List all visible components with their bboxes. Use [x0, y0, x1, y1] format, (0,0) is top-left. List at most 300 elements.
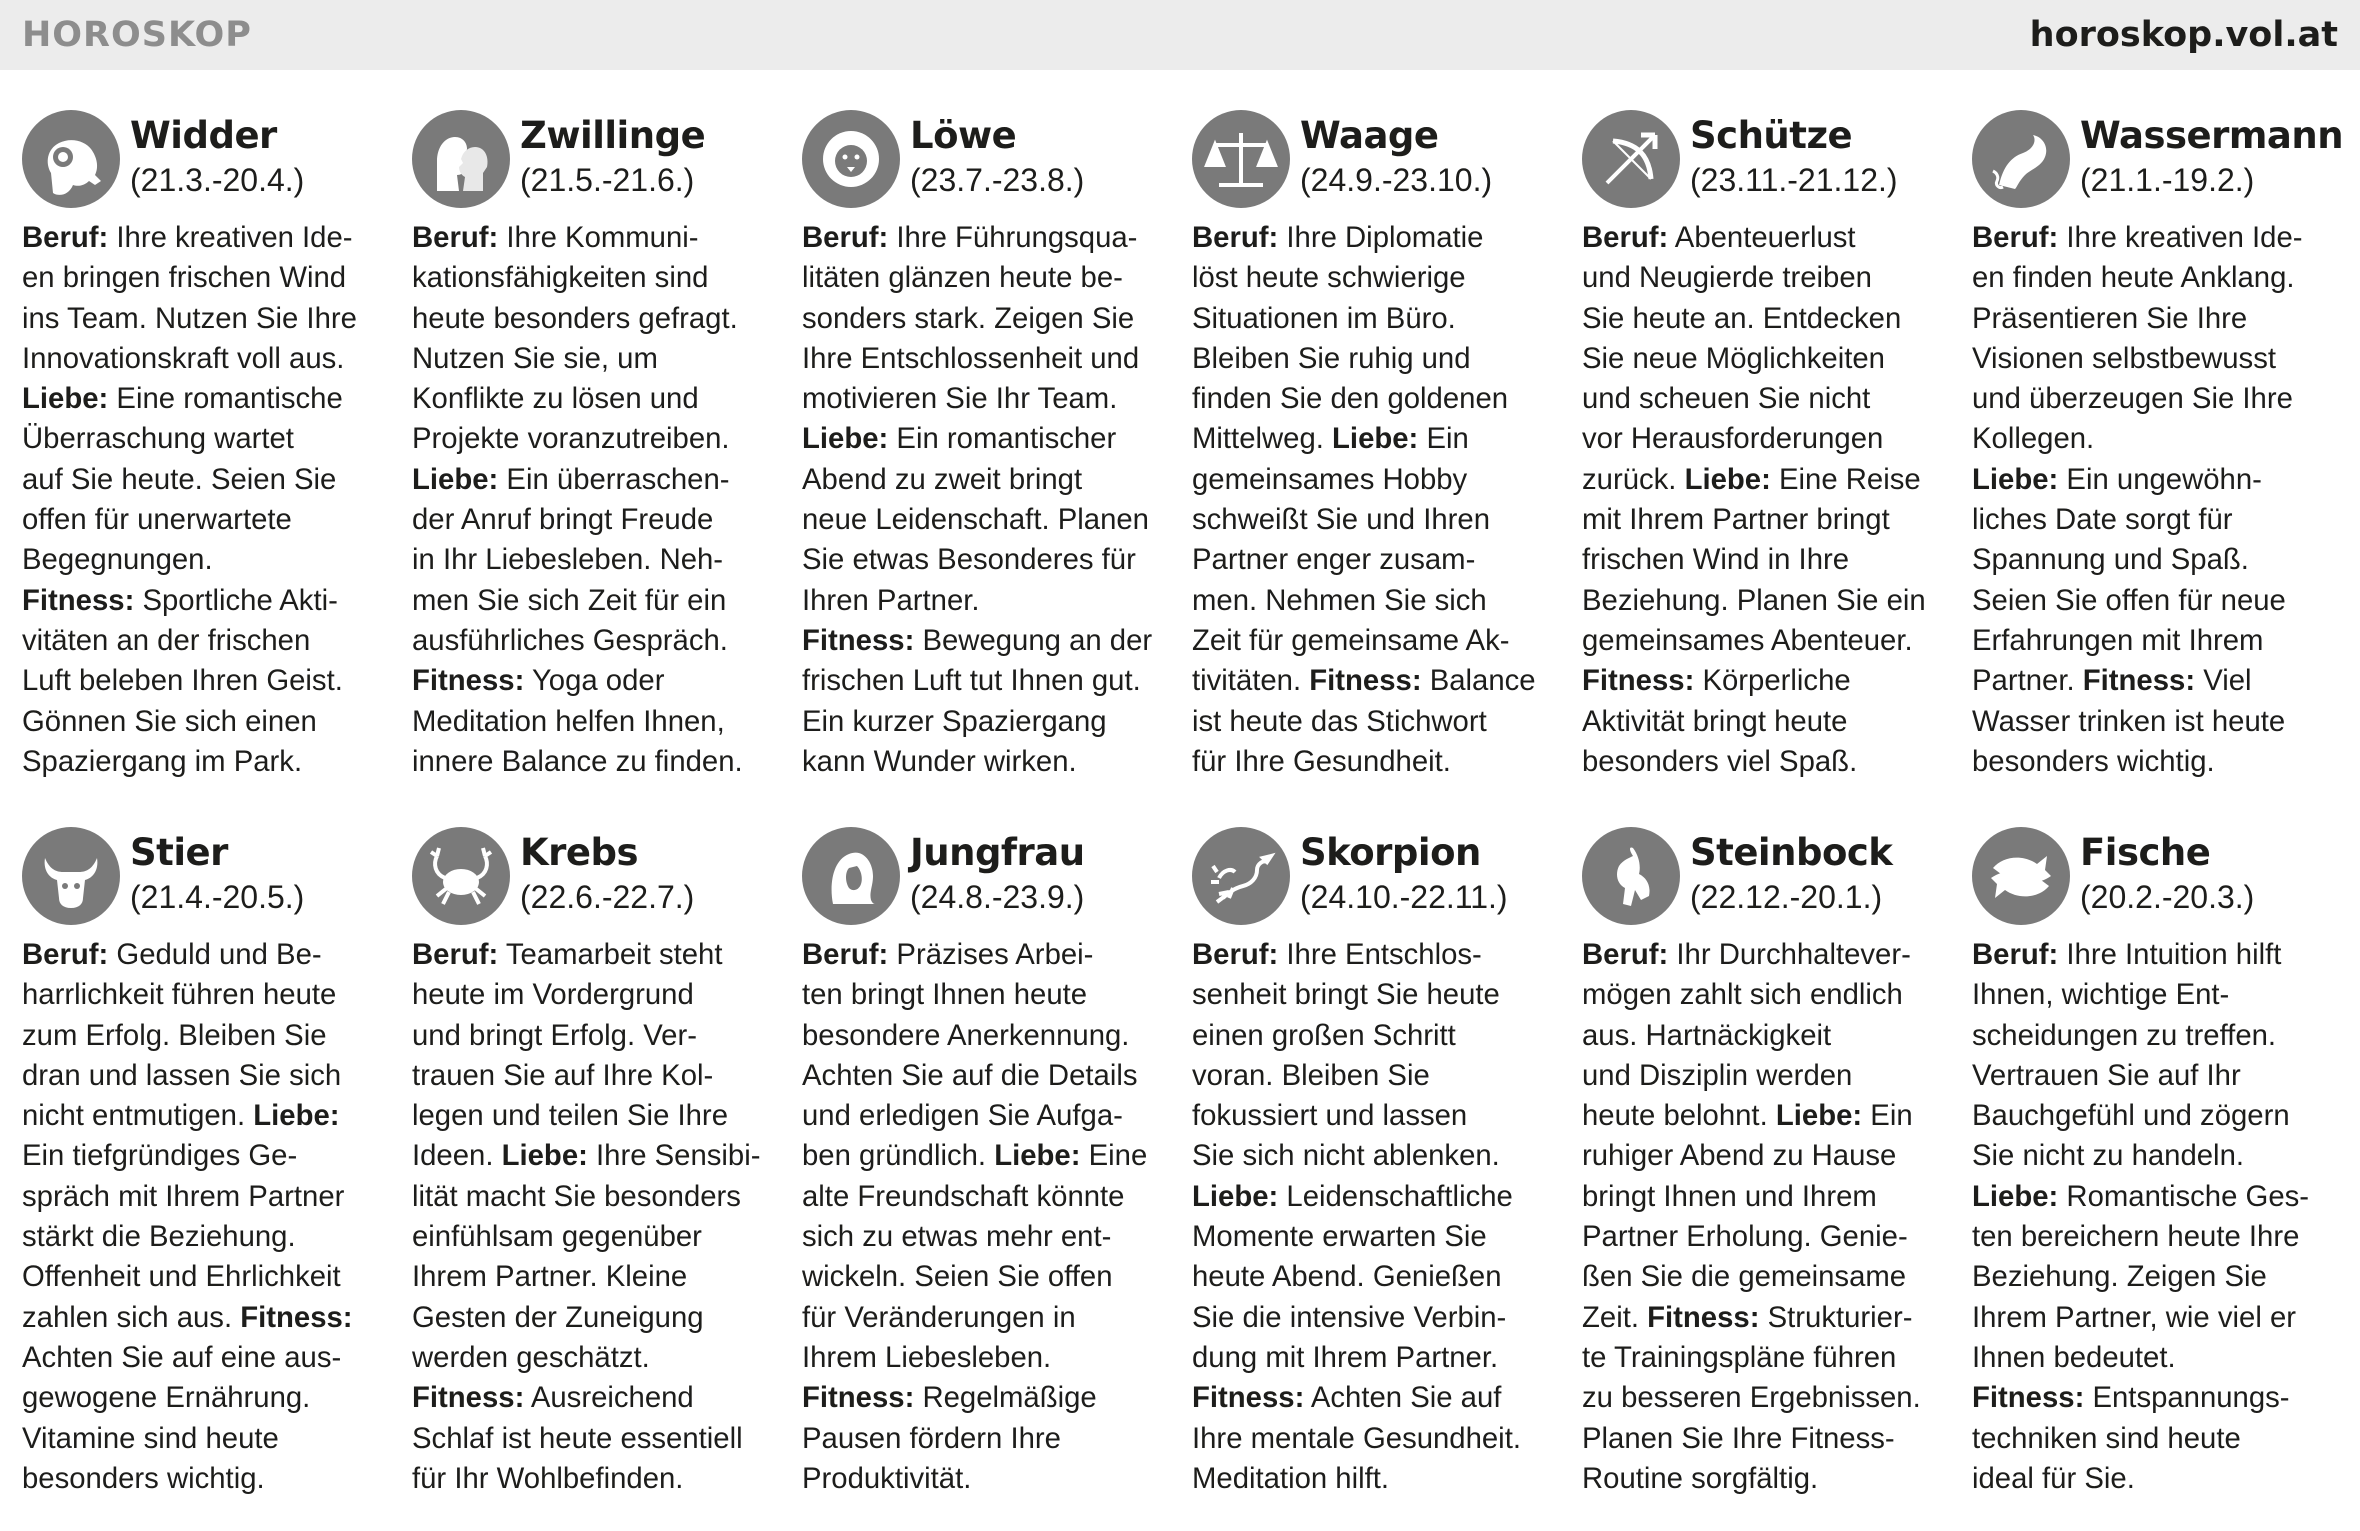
section-label: Fitness:: [1647, 1300, 1760, 1334]
sign-name: Schütze: [1690, 114, 1853, 157]
text-line: [1582, 1257, 1952, 1297]
bow-arrow-icon: [1582, 110, 1680, 208]
text-segment: Ihre Entschlos-: [1278, 938, 1482, 971]
text-line: [412, 1298, 782, 1338]
text-line: [22, 621, 392, 661]
text-line: [22, 1338, 392, 1378]
text-line: [1582, 1096, 1952, 1136]
text-line: [412, 500, 782, 540]
text-line: [22, 581, 392, 621]
text-line: [412, 581, 782, 621]
text-line: [802, 540, 1172, 580]
sign-card: [1972, 110, 2342, 782]
text-line: [1972, 299, 2342, 339]
text-line: [412, 1016, 782, 1056]
sign-text: [1972, 935, 2342, 1499]
text-line: [802, 1298, 1172, 1338]
section-label: Beruf:: [1972, 938, 2059, 971]
text-segment: Beziehung. Planen Sie ein: [1582, 583, 1926, 617]
text-segment: offen für unerwartete: [22, 503, 292, 537]
text-line: [412, 218, 782, 258]
text-segment: Sie etwas Besonderes für: [802, 543, 1136, 577]
sign-text: [22, 218, 392, 782]
section-label: Liebe:: [22, 382, 109, 416]
text-segment: Ihr Durchhaltever-: [1668, 938, 1911, 971]
text-line: [412, 935, 782, 975]
text-line: [22, 1378, 392, 1418]
text-line: [1192, 258, 1562, 298]
text-segment: für Ihr Wohlbefinden.: [412, 1461, 684, 1495]
text-segment: sonders stark. Zeigen Sie: [802, 301, 1135, 335]
text-line: [412, 540, 782, 580]
text-segment: Projekte voranzutreiben.: [412, 422, 730, 456]
text-line: [1192, 1257, 1562, 1297]
text-line: [412, 1459, 782, 1499]
text-segment: neue Leidenschaft. Planen: [802, 503, 1149, 537]
text-line: [1972, 1378, 2342, 1418]
text-line: [1192, 419, 1562, 459]
text-segment: Zeit.: [1582, 1300, 1648, 1334]
horoscope-grid: [0, 70, 2360, 1531]
text-line: [1972, 1217, 2342, 1257]
text-segment: Beziehung. Zeigen Sie: [1972, 1260, 2267, 1294]
text-segment: Körperliche: [1694, 664, 1851, 698]
text-line: [1972, 1419, 2342, 1459]
sign-text: [1192, 218, 1562, 782]
text-segment: Ihre Entschlossenheit und: [802, 341, 1140, 375]
text-line: [1192, 1096, 1562, 1136]
text-segment: Partner Erholung. Genie-: [1582, 1220, 1908, 1254]
sign-header: [1972, 110, 2342, 218]
text-segment: senheit bringt Sie heute: [1192, 978, 1500, 1012]
text-line: [22, 500, 392, 540]
text-line: [802, 1056, 1172, 1096]
text-segment: zurück.: [1582, 462, 1685, 496]
text-line: [1972, 379, 2342, 419]
text-segment: frischen Wind in Ihre: [1582, 543, 1850, 577]
text-segment: schweißt Sie und Ihren: [1192, 503, 1491, 537]
text-segment: dung mit Ihrem Partner.: [1192, 1340, 1499, 1374]
text-line: [1582, 581, 1952, 621]
text-line: [1582, 935, 1952, 975]
sign-dates: (21.3.-20.4.): [130, 162, 305, 198]
text-segment: zahlen sich aus.: [22, 1300, 241, 1334]
text-segment: Bewegung an der: [914, 623, 1153, 657]
section-label: Beruf:: [1582, 938, 1669, 971]
sign-card: [1582, 827, 1952, 1499]
text-line: [1582, 1217, 1952, 1257]
text-segment: besonders wichtig.: [1972, 744, 2215, 778]
text-line: [1972, 1016, 2342, 1056]
text-line: [802, 299, 1172, 339]
text-line: [802, 460, 1172, 500]
text-segment: auf Sie heute. Seien Sie: [22, 462, 337, 496]
sign-header: [1582, 827, 1952, 935]
text-line: [1192, 299, 1562, 339]
text-segment: Ihre Diplomatie: [1278, 221, 1484, 254]
text-segment: spräch mit Ihrem Partner: [22, 1179, 345, 1213]
text-segment: Ein tiefgründiges Ge-: [22, 1139, 298, 1173]
section-label: Beruf:: [802, 221, 889, 254]
text-segment: sich zu etwas mehr ent-: [802, 1220, 1112, 1254]
text-line: [802, 621, 1172, 661]
text-line: [1582, 218, 1952, 258]
text-line: [412, 258, 782, 298]
goat-icon: [1582, 827, 1680, 925]
sign-name: Widder: [130, 114, 277, 157]
text-segment: lität macht Sie besonders: [412, 1179, 741, 1213]
section-label: Liebe:: [1972, 1179, 2059, 1213]
section-label: Liebe:: [802, 422, 889, 456]
text-segment: Routine sorgfältig.: [1582, 1461, 1819, 1495]
text-segment: einfühlsam gegenüber: [412, 1220, 702, 1254]
text-segment: Aktivität bringt heute: [1582, 704, 1848, 738]
text-segment: und Disziplin werden: [1582, 1058, 1853, 1092]
text-line: [22, 935, 392, 975]
sign-dates: (24.8.-23.9.): [910, 879, 1085, 915]
text-line: [1972, 1257, 2342, 1297]
section-label: Liebe:: [1972, 462, 2059, 496]
text-segment: Partner enger zusam-: [1192, 543, 1476, 577]
text-line: [1582, 379, 1952, 419]
text-segment: Ihre Führungsqua-: [888, 221, 1138, 254]
text-line: [1192, 1419, 1562, 1459]
text-line: [1972, 621, 2342, 661]
twins-icon: [412, 110, 510, 208]
text-line: [1582, 339, 1952, 379]
text-line: [1582, 299, 1952, 339]
text-segment: bringt Ihnen und Ihrem: [1582, 1179, 1877, 1213]
section-label: Fitness:: [1582, 664, 1695, 698]
text-line: [412, 1056, 782, 1096]
text-segment: Romantische Ges-: [2058, 1179, 2310, 1213]
page-header: [0, 0, 2360, 70]
text-line: [1582, 1136, 1952, 1176]
text-line: [1972, 975, 2342, 1015]
fish-icon: [1972, 827, 2070, 925]
text-segment: Überraschung wartet: [22, 422, 294, 456]
text-segment: Spaziergang im Park.: [22, 744, 303, 778]
text-segment: Yoga oder: [524, 664, 665, 698]
text-segment: Situationen im Büro.: [1192, 301, 1456, 335]
text-segment: besondere Anerkennung.: [802, 1018, 1130, 1052]
text-line: [1192, 621, 1562, 661]
text-segment: Regelmäßige: [914, 1381, 1097, 1415]
text-segment: gemeinsames Hobby: [1192, 462, 1468, 496]
text-line: [22, 661, 392, 701]
text-line: [412, 339, 782, 379]
sign-name: Waage: [1300, 114, 1439, 157]
sign-name: Löwe: [910, 114, 1017, 157]
text-line: [802, 1378, 1172, 1418]
text-segment: Ihrem Partner. Kleine: [412, 1260, 688, 1294]
text-segment: aus. Hartnäckigkeit: [1582, 1018, 1832, 1052]
text-segment: einen großen Schritt: [1192, 1018, 1456, 1052]
text-line: [1972, 500, 2342, 540]
sign-card: [22, 110, 392, 782]
text-line: [1192, 218, 1562, 258]
text-line: [802, 379, 1172, 419]
sign-name: Skorpion: [1300, 831, 1481, 874]
text-segment: heute belohnt.: [1582, 1099, 1776, 1133]
text-segment: Vertrauen Sie auf Ihr: [1972, 1058, 2241, 1092]
text-line: [412, 975, 782, 1015]
sign-dates: (20.2.-20.3.): [2080, 879, 2255, 915]
crab-icon: [412, 827, 510, 925]
text-line: [1192, 460, 1562, 500]
text-line: [1582, 742, 1952, 782]
text-segment: ben gründlich.: [802, 1139, 995, 1173]
text-line: [1192, 1378, 1562, 1418]
text-segment: Ihnen bedeutet.: [1972, 1340, 2176, 1374]
text-segment: liches Date sorgt für: [1972, 503, 2233, 537]
text-line: [1972, 581, 2342, 621]
text-segment: alte Freundschaft könnte: [802, 1179, 1125, 1213]
text-line: [1192, 1298, 1562, 1338]
bull-icon: [22, 827, 120, 925]
sign-text: [1192, 935, 1562, 1499]
sign-card: [1192, 110, 1562, 782]
text-line: [1972, 702, 2342, 742]
text-segment: ßen Sie die gemeinsame: [1582, 1260, 1907, 1294]
text-segment: Ausreichend: [524, 1381, 694, 1415]
text-segment: Entspannungs-: [2084, 1381, 2290, 1415]
text-segment: und scheuen Sie nicht: [1582, 382, 1871, 416]
sign-header: [22, 827, 392, 935]
sign-text: [22, 935, 392, 1499]
text-line: [1192, 1136, 1562, 1176]
sign-dates: (22.6.-22.7.): [520, 879, 695, 915]
sign-dates: (23.7.-23.8.): [910, 162, 1085, 198]
text-line: [1192, 702, 1562, 742]
text-segment: ten bringt Ihnen heute: [802, 978, 1088, 1012]
text-segment: Meditation helfen Ihnen,: [412, 704, 725, 738]
text-line: [412, 1378, 782, 1418]
text-line: [22, 1096, 392, 1136]
text-line: [22, 218, 392, 258]
text-line: [22, 1177, 392, 1217]
text-segment: Schlaf ist heute essentiell: [412, 1421, 743, 1455]
text-line: [1972, 1459, 2342, 1499]
site-url[interactable]: horoskop.vol.at: [2029, 15, 2338, 55]
sign-dates: (24.10.-22.11.): [1300, 879, 1508, 915]
section-label: Fitness:: [22, 583, 135, 617]
text-segment: Vitamine sind heute: [22, 1421, 279, 1455]
text-segment: Ihnen, wichtige Ent-: [1972, 978, 2230, 1012]
text-segment: Ihre Sensibi-: [587, 1139, 761, 1173]
text-segment: Geduld und Be-: [108, 938, 322, 971]
text-line: [802, 581, 1172, 621]
text-line: [22, 975, 392, 1015]
section-label: Liebe:: [1192, 1179, 1279, 1213]
text-line: [412, 1136, 782, 1176]
text-line: [1192, 975, 1562, 1015]
text-line: [412, 621, 782, 661]
text-line: [22, 379, 392, 419]
text-segment: Teamarbeit steht: [498, 938, 723, 971]
text-segment: Ein: [1862, 1099, 1913, 1133]
section-label: Fitness:: [1309, 664, 1422, 698]
text-segment: Ein überraschen-: [498, 462, 730, 496]
text-segment: und erledigen Sie Aufga-: [802, 1099, 1123, 1133]
text-segment: Pausen fördern Ihre: [802, 1421, 1061, 1455]
text-line: [1582, 1177, 1952, 1217]
section-label: Fitness:: [412, 664, 525, 698]
section-label: Fitness:: [1972, 1381, 2085, 1415]
section-label: Beruf:: [1192, 938, 1279, 971]
text-segment: wickeln. Seien Sie offen: [802, 1260, 1113, 1294]
text-line: [22, 258, 392, 298]
text-segment: Nutzen Sie sie, um: [412, 341, 658, 375]
text-line: [412, 419, 782, 459]
text-line: [802, 1338, 1172, 1378]
text-line: [412, 1096, 782, 1136]
section-label: Beruf:: [1582, 221, 1669, 254]
text-segment: Ihren Partner.: [802, 583, 980, 617]
sign-name: Krebs: [520, 831, 639, 874]
text-line: [802, 742, 1172, 782]
text-line: [802, 1096, 1172, 1136]
text-line: [22, 299, 392, 339]
text-segment: Achten Sie auf die Details: [802, 1058, 1138, 1092]
text-line: [802, 1136, 1172, 1176]
text-line: [802, 419, 1172, 459]
section-label: Fitness:: [1192, 1381, 1305, 1415]
sign-dates: (22.12.-20.1.): [1690, 879, 1883, 915]
sign-dates: (21.1.-19.2.): [2080, 162, 2255, 198]
text-segment: gemeinsames Abenteuer.: [1582, 623, 1913, 657]
text-line: [1972, 742, 2342, 782]
text-segment: für Veränderungen in: [802, 1300, 1076, 1334]
text-line: [802, 1257, 1172, 1297]
text-segment: Viel: [2195, 664, 2252, 698]
text-line: [22, 742, 392, 782]
text-line: [1972, 935, 2342, 975]
text-line: [412, 1257, 782, 1297]
text-line: [1192, 500, 1562, 540]
sign-header: [1192, 110, 1562, 218]
text-segment: Meditation hilft.: [1192, 1461, 1390, 1495]
text-segment: dran und lassen Sie sich: [22, 1058, 342, 1092]
section-label: Liebe:: [253, 1099, 340, 1133]
text-line: [1192, 540, 1562, 580]
text-segment: besonders wichtig.: [22, 1461, 265, 1495]
text-segment: Ein romantischer: [888, 422, 1117, 456]
text-line: [1192, 935, 1562, 975]
text-segment: kann Wunder wirken.: [802, 744, 1077, 778]
text-line: [412, 379, 782, 419]
text-line: [22, 1419, 392, 1459]
text-segment: en finden heute Anklang.: [1972, 261, 2295, 295]
section-label: Liebe:: [1684, 462, 1771, 496]
text-line: [1192, 1217, 1562, 1257]
text-segment: litäten glänzen heute be-: [802, 261, 1123, 295]
text-line: [1582, 1016, 1952, 1056]
text-segment: te Trainingspläne führen: [1582, 1340, 1897, 1374]
scales-icon: [1192, 110, 1290, 208]
text-segment: men. Nehmen Sie sich: [1192, 583, 1487, 617]
text-segment: Sportliche Akti-: [134, 583, 338, 617]
text-segment: Gesten der Zuneigung: [412, 1300, 704, 1334]
text-segment: vitäten an der frischen: [22, 623, 311, 657]
text-segment: Spannung und Spaß.: [1972, 543, 2249, 577]
text-segment: in Ihr Liebesleben. Neh-: [412, 543, 724, 577]
text-segment: Leidenschaftliche: [1278, 1179, 1513, 1213]
text-segment: Seien Sie offen für neue: [1972, 583, 2286, 617]
text-segment: Gönnen Sie sich einen: [22, 704, 317, 738]
sign-text: [1972, 218, 2342, 782]
text-segment: Eine Reise: [1770, 462, 1921, 496]
section-label: Beruf:: [1192, 221, 1279, 254]
text-line: [1582, 258, 1952, 298]
text-segment: ins Team. Nutzen Sie Ihre: [22, 301, 357, 335]
scorpion-icon: [1192, 827, 1290, 925]
text-segment: vor Herausforderungen: [1582, 422, 1884, 456]
text-segment: Ihrem Partner, wie viel er: [1972, 1300, 2297, 1334]
text-segment: Ihre Kommuni-: [498, 221, 699, 254]
text-segment: Sie nicht zu handeln.: [1972, 1139, 2244, 1173]
text-segment: frischen Luft tut Ihnen gut.: [802, 664, 1141, 698]
text-line: [1582, 702, 1952, 742]
text-segment: ten bereichern heute Ihre: [1972, 1220, 2300, 1254]
text-segment: Wasser trinken ist heute: [1972, 704, 2286, 738]
text-line: [412, 742, 782, 782]
text-line: [1972, 1096, 2342, 1136]
ram-icon: [22, 110, 120, 208]
text-line: [22, 1257, 392, 1297]
text-segment: en bringen frischen Wind: [22, 261, 347, 295]
text-line: [412, 1177, 782, 1217]
text-line: [802, 1177, 1172, 1217]
sign-text: [802, 935, 1172, 1499]
text-line: [412, 299, 782, 339]
text-segment: Ihre mentale Gesundheit.: [1192, 1421, 1521, 1455]
text-line: [802, 661, 1172, 701]
sign-header: [1582, 110, 1952, 218]
text-segment: Erfahrungen mit Ihrem: [1972, 623, 2264, 657]
section-label: Beruf:: [412, 938, 499, 971]
text-line: [412, 702, 782, 742]
sign-header: [22, 110, 392, 218]
text-line: [1192, 1056, 1562, 1096]
text-segment: Sie sich nicht ablenken.: [1192, 1139, 1500, 1173]
sign-dates: (23.11.-21.12.): [1690, 162, 1898, 198]
sign-name: Zwillinge: [520, 114, 706, 157]
text-line: [22, 1298, 392, 1338]
text-line: [1192, 1016, 1562, 1056]
text-segment: Zeit für gemeinsame Ak-: [1192, 623, 1510, 657]
text-segment: Sie heute an. Entdecken: [1582, 301, 1902, 335]
text-segment: Ihre kreativen Ide-: [2058, 221, 2303, 254]
text-line: [22, 1459, 392, 1499]
text-segment: heute im Vordergrund: [412, 978, 694, 1012]
text-line: [802, 218, 1172, 258]
text-line: [1972, 1298, 2342, 1338]
text-line: [1582, 1338, 1952, 1378]
text-segment: Mittelweg.: [1192, 422, 1333, 456]
text-segment: und bringt Erfolg. Ver-: [412, 1018, 697, 1052]
text-segment: ist heute das Stichwort: [1192, 704, 1487, 738]
text-segment: heute besonders gefragt.: [412, 301, 738, 335]
sign-header: [412, 827, 782, 935]
section-label: Fitness:: [412, 1381, 525, 1415]
text-segment: mögen zahlt sich endlich: [1582, 978, 1903, 1012]
text-segment: tivitäten.: [1192, 664, 1310, 698]
page-title: HOROSKOP: [22, 15, 252, 55]
text-line: [1192, 581, 1562, 621]
text-segment: Bauchgefühl und zögern: [1972, 1099, 2290, 1133]
text-segment: ruhiger Abend zu Hause: [1582, 1139, 1897, 1173]
